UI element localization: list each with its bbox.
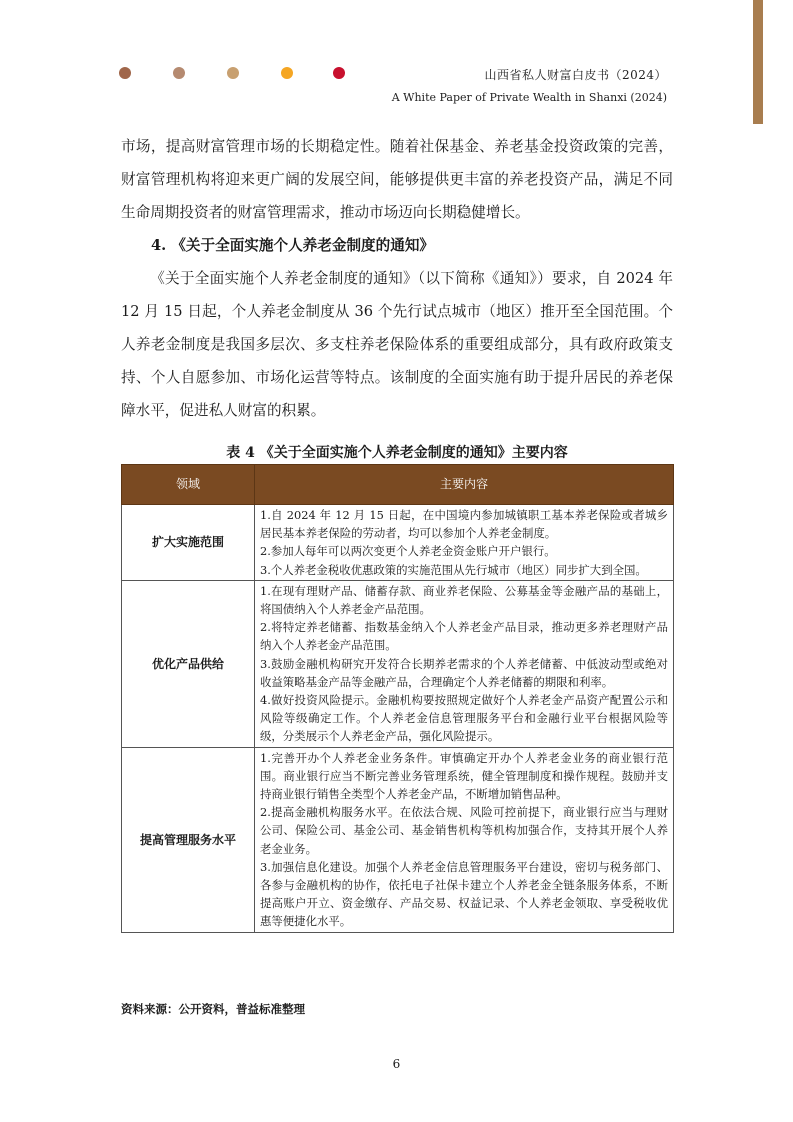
section-paragraph: 《关于全面实施个人养老金制度的通知》（以下简称《通知》）要求，自 2024 年 12 月 15 日起，个人养老金制度从 36 个先行试点城市（地区）推开至全国范围。个人养老金制度是我国多层次、多支柱养老保险体系的重要组成部分，具有政府政策支持、个人自愿参加、市场化运营等特点。该制度的全面实施有助于提升居民的养老保障水平，促进私人财富的积累。 bbox=[121, 270, 673, 419]
row-field: 提高管理服务水平 bbox=[122, 747, 255, 932]
row-field: 优化产品供给 bbox=[122, 580, 255, 747]
header-dot bbox=[119, 67, 131, 79]
header-title-en: A White Paper of Private Wealth in Shanxi (2024) bbox=[391, 91, 667, 104]
content-item: 1.在现有理财产品、储蓄存款、商业养老保险、公募基金等金融产品的基础上，将国债纳入个人养老金产品范围。 bbox=[260, 583, 668, 617]
table-row bbox=[122, 747, 674, 932]
table-caption: 表 4 《关于全面实施个人养老金制度的通知》主要内容 bbox=[226, 445, 568, 461]
section-heading: 4. 《关于全面实施个人养老金制度的通知》 bbox=[151, 237, 435, 254]
body-text bbox=[121, 130, 673, 427]
row-content bbox=[255, 747, 674, 932]
header-dot bbox=[227, 67, 239, 79]
header-side-bar bbox=[753, 0, 763, 124]
content-item: 2.参加人每年可以两次变更个人养老金资金账户开户银行。 bbox=[260, 544, 556, 559]
header-cell-content: 主要内容 bbox=[255, 465, 674, 505]
row-content bbox=[255, 580, 674, 747]
header-dot bbox=[281, 67, 293, 79]
content-item: 1.完善开办个人养老金业务条件。审慎确定开办个人养老金业务的商业银行范围。商业银行应当不断完善业务管理系统，健全管理制度和操作规程。鼓励并支持商业银行销售全类型个人养老金产品，不断增加销售品种。 bbox=[260, 750, 668, 802]
table-header-row bbox=[122, 465, 674, 505]
header-cell-field: 领域 bbox=[122, 465, 255, 505]
page-number: 6 bbox=[392, 1057, 401, 1071]
content-item: 3.加强信息化建设。加强个人养老金信息管理服务平台建设，密切与税务部门、各参与金融机构的协作，依托电子社保卡建立个人养老金全链条服务体系，不断提高账户开立、资金缴存、产品交易、权益记录、个人养老金领取、享受税收优惠等便捷化水平。 bbox=[260, 859, 668, 929]
table-row bbox=[122, 580, 674, 747]
content-item: 3.鼓励金融机构研究开发符合长期养老需求的个人养老储蓄、中低波动型或绝对收益策略基金产品等金融产品，合理确定个人养老储蓄的期限和利率。 bbox=[260, 656, 668, 689]
intro-paragraph: 市场，提高财富管理市场的长期稳定性。随着社保基金、养老基金投资政策的完善，财富管理机构将迎来更广阔的发展空间，能够提供更丰富的养老投资产品，满足不同生命周期投资者的财富管理需求，推动市场迈向长期稳健增长。 bbox=[121, 138, 673, 221]
content-item: 2.将特定养老储蓄、指数基金纳入个人养老金产品目录，推动更多养老理财产品纳入个人养老金产品范围。 bbox=[260, 620, 668, 653]
header-dot bbox=[173, 67, 185, 79]
row-field: 扩大实施范围 bbox=[122, 505, 255, 581]
content-item: 4.做好投资风险提示。金融机构要按照规定做好个人养老金产品资产配置公示和风险等级确定工作。个人养老金信息管理服务平台和金融行业平台根据风险等级，分类展示个人养老金产品，强化风险提示。 bbox=[260, 693, 668, 744]
content-item: 2.提高金融机构服务水平。在依法合规、风险可控前提下，商业银行应当与理财公司、保险公司、基金公司、基金销售机构等机构加强合作，支持其开展个人养老金业务。 bbox=[260, 805, 668, 856]
content-item: 1.自 2024 年 12 月 15 日起，在中国境内参加城镇职工基本养老保险或者城乡居民基本养老保险的劳动者，均可以参加个人养老金制度。 bbox=[260, 508, 668, 541]
source-note: 资料来源：公开资料，普益标准整理 bbox=[121, 1002, 305, 1016]
policy-table bbox=[121, 464, 674, 933]
header-title-cn: 山西省私人财富白皮书（2024） bbox=[484, 68, 667, 82]
table-row bbox=[122, 505, 674, 581]
row-content bbox=[255, 505, 674, 581]
header-dot bbox=[333, 67, 345, 79]
content-item: 3.个人养老金税收优惠政策的实施范围从先行城市（地区）同步扩大到全国。 bbox=[260, 562, 647, 577]
